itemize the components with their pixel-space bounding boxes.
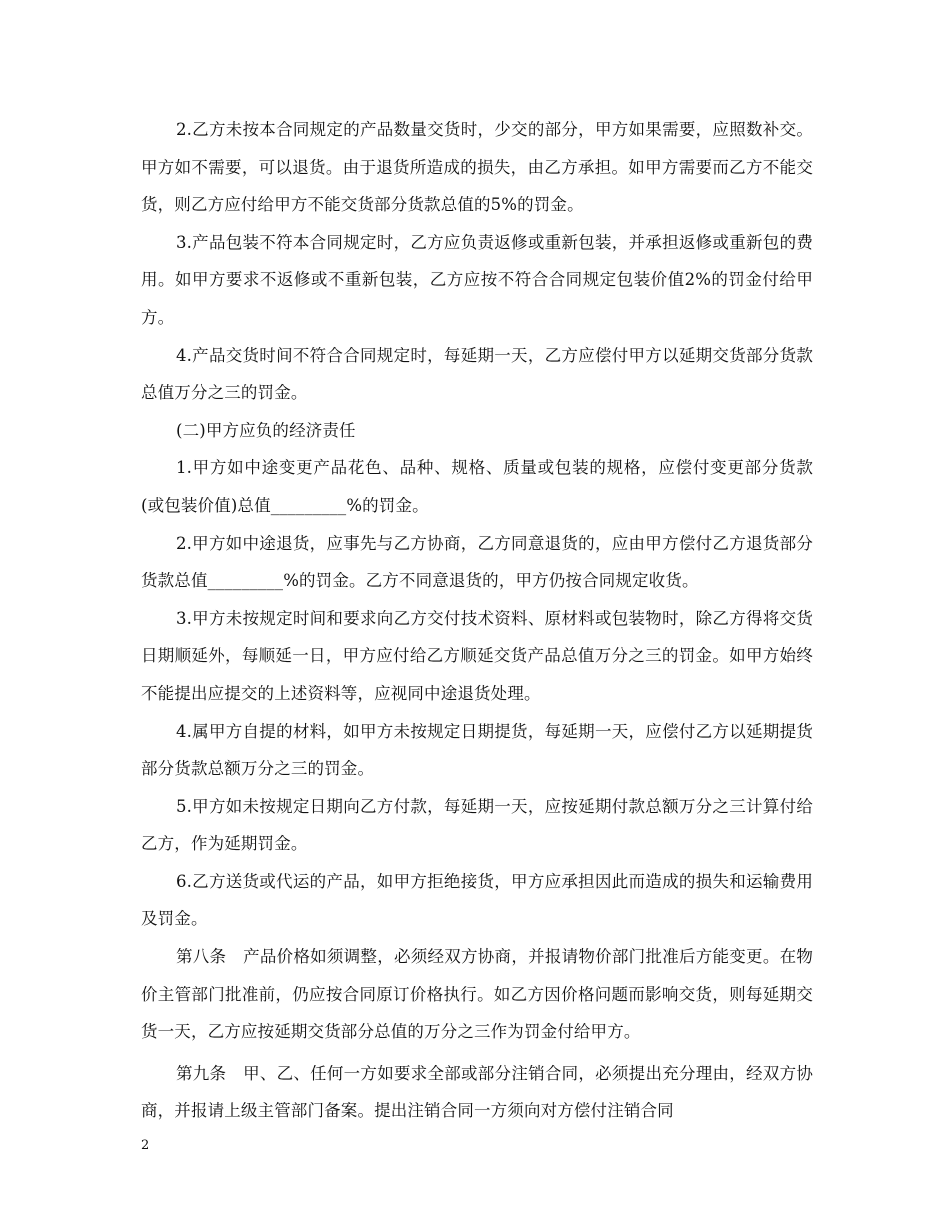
paragraph-1: 2.乙方未按本合同规定的产品数量交货时，少交的部分，甲方如果需要，应照数补交。甲方如不需要，可以退货。由于退货所造成的损失，由乙方承担。如甲方需要而乙方不能交货，则乙方应付给甲方不能交货部分货款总值的5%的罚金。 — [141, 120, 813, 215]
page-number: 2 — [141, 1138, 150, 1153]
paragraph-8: 4.属甲方自提的材料，如甲方未按规定日期提货，每延期一天，应偿付乙方以延期提货部分货款总额万分之三的罚金。 — [141, 721, 813, 779]
paragraph-10: 6.乙方送货或代运的产品，如甲方拒绝接货，甲方应承担因此而造成的损失和运输费用及罚金。 — [141, 871, 813, 929]
article-9-paragraph: 第九条 甲、乙、任何一方如要求全部或部分注销合同，必须提出充分理由，经双方协商，并报请上级主管部门备案。提出注销合同一方须向对方偿付注销合同 — [141, 1063, 813, 1121]
paragraph-7: 3.甲方未按规定时间和要求向乙方交付技术资料、原材料或包装物时，除乙方得将交货日期顺延外，每顺延一日，甲方应付给乙方顺延交货产品总值万分之三的罚金。如甲方始终不能提出应提交的上述资料等，应视同中途退货处理。 — [141, 608, 813, 703]
paragraph-2: 3.产品包装不符本合同规定时，乙方应负责返修或重新包装，并承担返修或重新包的费用。如甲方要求不返修或不重新包装，乙方应按不符合合同规定包装价值2%的罚金付给甲方。 — [141, 232, 813, 327]
section-heading: (二)甲方应负的经济责任 — [176, 420, 356, 440]
paragraph-3: 4.产品交货时间不符合合同规定时，每延期一天，乙方应偿付甲方以延期交货部分货款总值万分之三的罚金。 — [141, 345, 813, 403]
article-8-paragraph: 第八条 产品价格如须调整，必须经双方协商，并报请物价部门批准后方能变更。在物价主管部门批准前，仍应按合同原订价格执行。如乙方因价格问题而影响交货，则每延期交货一天，乙方应按延期交货部分总值的万分之三作为罚金付给甲方。 — [141, 947, 813, 1042]
paragraph-9: 5.甲方如未按规定日期向乙方付款，每延期一天，应按延期付款总额万分之三计算付给乙方，作为延期罚金。 — [141, 796, 813, 854]
paragraph-5: 1.甲方如中途变更产品花色、品种、规格、质量或包装的规格，应偿付变更部分货款(或包装价值)总值_________%的罚金。 — [141, 458, 813, 515]
document-body — [141, 111, 813, 1130]
paragraph-6: 2.甲方如中途退货，应事先与乙方协商，乙方同意退货的，应由甲方偿付乙方退货部分货款总值_________%的罚金。乙方不同意退货的，甲方仍按合同规定收货。 — [141, 533, 813, 591]
